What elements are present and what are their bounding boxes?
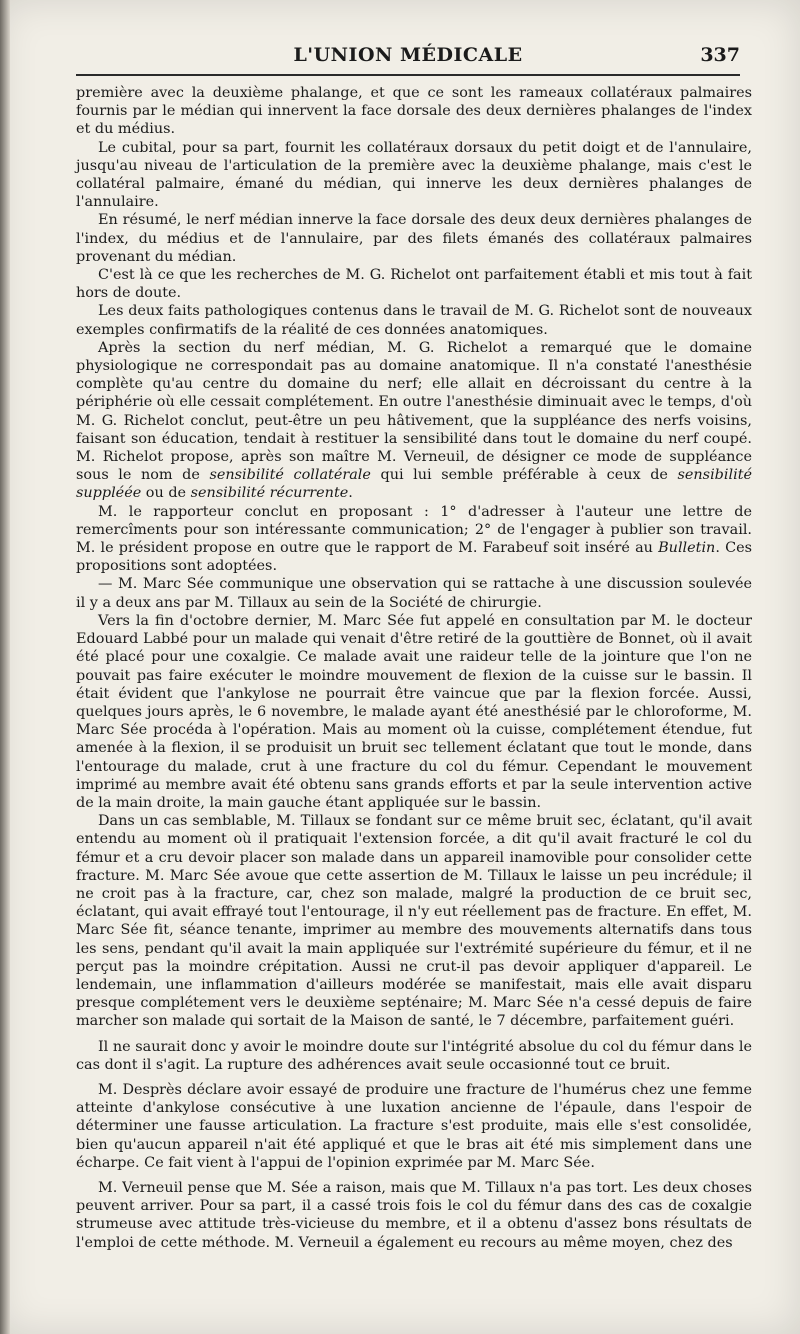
paragraph-6 [76,339,752,503]
paragraph-6-end: . [348,485,353,502]
paragraph-8: — M. Marc Sée communique une observation qui se rattache à une discussion soulevée il y a deux ans par M. Tillaux au sein de la Société de chirurgie. [76,576,752,611]
paragraph-4: C'est là ce que les recherches de M. G. Richelot ont parfaitement établi et mis tout à fait hors de doute. [76,267,752,302]
paragraph-12: M. Desprès déclare avoir essayé de produire une fracture de l'humérus chez une femme atteinte d'ankylose consécutive à une luxation ancienne de l'épaule, dans l'espoir de déterminer une fausse articulation. La fracture s'est produite, mais elle s'est consolidée, bien qu'aucun appareil n'ait été appliqué et que le bras ait été mis simplement dans une écharpe. Ce fait vient à l'appui de l'opinion exprimée par M. Marc Sée. [76,1081,752,1171]
paragraph-7 [76,503,752,576]
term-bulletin: Bulletin [658,540,716,557]
paragraph-5: Les deux faits pathologiques contenus dans le travail de M. G. Richelot sont de nouveaux exemples confirmatifs de la réalité de ces données anatomiques. [76,303,752,338]
paragraph-7-end: . Ces propositions sont adoptées. [76,540,752,575]
page-number: 337 [700,44,740,66]
running-header [76,40,740,74]
page-binding-edge [0,0,10,1334]
paragraph-1: première avec la deuxième phalange, et que ce sont les rameaux collatéraux palmaires fournis par le médian qui innervent la face dorsale des deux dernières phalanges de l'index et du médius. [76,85,752,138]
term-sensibilite-recurrente: sensibilité récurrente [190,485,349,502]
article-body [76,84,752,1252]
paragraph-10: Dans un cas semblable, M. Tillaux se fondant sur ce même bruit sec, éclatant, qu'il avait entendu au moment où il pratiquait l'extension forcée, a dit qu'il avait fracturé le col du fémur et a cru devoir placer son malade dans un appareil inamovible pour consolider cette fracture. M. Marc Sée avoue que cette assertion de M. Tillaux le laisse un peu incrédule; il ne croit pas à la fracture, car, chez son malade, malgré la production de ce bruit sec, éclatant, qui avait effrayé tout l'entourage, il n'y eut réellement pas de fracture. En effet, M. Marc Sée fit, séance tenante, imprimer au membre des mouvements alternatifs dans tous les sens, pendant qu'il avait la main appliquée sur l'extrémité supérieure du fémur, et il ne perçut pas la moindre crépitation. Aussi ne crut-il pas devoir appliquer d'appareil. Le lendemain, une inflammation d'ailleurs modérée se manifestait, mais elle avait disparu presque complétement vers le deuxième septénaire; M. Marc Sée n'a cessé depuis de faire marcher son malade qui sortait de la Maison de santé, le 7 décembre, parfaitement guéri. [76,813,752,1030]
paragraph-6-mid1: qui lui semble préférable à ceux de [370,467,678,484]
term-sensibilite-collaterale: sensibilité collatérale [209,467,371,484]
paragraph-6-mid2: ou de [141,485,191,502]
paragraph-7-text: M. le rapporteur conclut en proposant : 1° d'adresser à l'auteur une lettre de remercîments pour son intéressante communication; 2° de l'engager à publier son travail. M. le président propose en outre que le rapport de M. Farabeuf soit inséré au [76,503,752,557]
paragraph-11: Il ne saurait donc y avoir le moindre doute sur l'intégrité absolue du col du fémur dans le cas dont il s'agit. La rupture des adhérences avait seule occasionné tout ce bruit. [76,1038,752,1073]
paragraph-3: En résumé, le nerf médian innerve la face dorsale des deux deux dernières phalanges de l'index, du médius et de l'annulaire, par des filets émanés des collatéraux palmaires provenant du médian. [76,212,752,265]
header-rule [76,74,740,76]
paragraph-13: M. Verneuil pense que M. Sée a raison, mais que M. Tillaux n'a pas tort. Les deux choses peuvent arriver. Pour sa part, il a cassé trois fois le col du fémur dans des cas de coxalgie strumeuse avec attitude très-vicieuse du membre, et il a obtenu d'assez bons résultats de l'emploi de cette méthode. M. Verneuil a également eu recours au même moyen, chez des [76,1179,752,1251]
journal-title: L'UNION MÉDICALE [293,44,523,66]
paragraph-6-text: Après la section du nerf médian, M. G. Richelot a remarqué que le domaine physiologique ne correspondait pas au domaine anatomique. Il n'a constaté l'anesthésie complète qu'au centre du domaine du nerf; elle allait en décroissant du centre à la périphérie où elle cessait complétement. En outre l'anesthésie diminuait avec le temps, d'où M. G. Richelot conclut, peut-être un peu hâtivement, que la suppléance des nerfs voisins, faisant son éducation, tendait à restituer la sensibilité dans tout le domaine du nerf coupé. M. Richelot propose, après son maître M. Verneuil, de désigner ce mode de suppléance sous le nom de [76,339,752,484]
paragraph-2: Le cubital, pour sa part, fournit les collatéraux dorsaux du petit doigt et de l'annulaire, jusqu'au niveau de l'articulation de la première avec la deuxième phalange, mais c'est le collatéral palmaire, émané du médian, qui innerve les deux dernières phalanges de l'annulaire. [76,139,752,211]
paragraph-9: Vers la fin d'octobre dernier, M. Marc Sée fut appelé en consultation par M. le docteur Edouard Labbé pour un malade qui venait d'être retiré de la gouttière de Bonnet, où il avait été placé pour une coxalgie. Ce malade avait une raideur telle de la jointure que l'on ne pouvait pas faire exécuter le moindre mouvement de flexion de la cuisse sur le bassin. Il était évident que l'ankylose ne pourrait être vaincue que par la flexion forcée. Aussi, quelques jours après, le 6 novembre, le malade ayant été anesthésié par le chloroforme, M. Marc Sée procéda à l'opération. Mais au moment où la cuisse, complétement étendue, fut amenée à la flexion, il se produisit un bruit sec tellement éclatant que tout le monde, dans l'entourage du malade, crut à une fracture du col du fémur. Cependant le mouvement imprimé au membre avait été obtenu sans grands efforts et par la seule intervention active de la main droite, la main gauche étant appliquée sur le bassin. [76,612,752,811]
term-sensibilite-suppleee: sensibilité suppléée [76,467,752,502]
